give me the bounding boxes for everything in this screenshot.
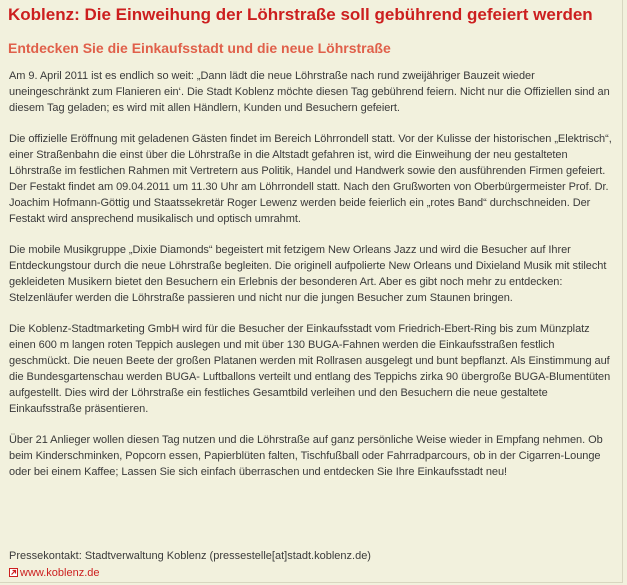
arrow-up-right-icon [9, 568, 18, 577]
article-paragraph-4: Die Koblenz-Stadtmarketing GmbH wird für die Besucher der Einkaufsstadt vom Friedrich-Ebert-Ring bis zum Münzplatz einen 600 m langen roten Teppich auslegen und mit über 130 BUGA-Fahnen werden die Einkaufsstraßen festlich geschmückt. Die neuen Beete der großen Platanen werden mit Rollrasen ausgelegt und bunt bepflanzt. Als Einstimmung auf die Bundesgartenschau werden BUGA- Luftballons verteilt und entlang des Teppichs zirka 90 übergroße BUGA-Blumentüten aufgestellt. Dies wird der Löhrstraße ein festliches Gesamtbild verleihen und den Besuchern die neue gestaltete Einkaufsstraße präsentieren. [9, 323, 611, 415]
article-headline: Koblenz: Die Einweihung der Löhrstraße soll gebührend gefeiert werden [8, 5, 593, 24]
press-contact: Pressekontakt: Stadtverwaltung Koblenz (pressestelle[at]stadt.koblenz.de) [9, 550, 371, 562]
website-link-row [9, 566, 100, 580]
article-paragraph-3: Die mobile Musikgruppe „Dixie Diamonds“ begeistert mit fetzigem New Orleans Jazz und wird die Besucher auf Ihrer Entdeckungstour durch die neue Löhrstraße begleiten. Die originell aufpolierte New Orleans und Dixieland Musik mit stilecht gekleideten Musikern bietet den Besuchern ein Erlebnis der besonderen Art. Aber es gibt noch mehr zu entdecken: Stelzenläufer werden die Löhrstraße passieren und nicht nur die jungen Besucher zum Staunen bringen. [9, 244, 607, 304]
article-body [9, 68, 615, 495]
article-paragraph-2: Die offizielle Eröffnung mit geladenen Gästen findet im Bereich Löhrrondell statt. Vor der Kulisse der historischen „Elektrisch“, einer Straßenbahn die einst über die Löhrstraße in die Altstadt gefahren ist, wird die Einweihung der neu gestalteten Löhrstraße im festlichen Rahmen mit Vertretern aus Politik, Handel und Handwerk sowie den ausführenden Firmen gefeiert. Der Festakt findet am 09.04.2011 um 11.30 Uhr am Löhrrondell statt. Nach den Grußworten von Oberbürgermeister Prof. Dr. Joachim Hofmann-Göttig und Staatssekretär Roger Lewenz werden beide feierlich ein „rotes Band“ durchschneiden. Der Festakt wird ansprechend musikalisch und optisch umrahmt. [9, 133, 612, 225]
article-paragraph-1: Am 9. April 2011 ist es endlich so weit: „Dann lädt die neue Löhrstraße nach rund zweijähriger Bauzeit wieder uneingeschränkt zum Flanieren ein‘. Die Stadt Koblenz möchte diesen Tag gebührend feiern. Nicht nur die Offiziellen sind an diesem Tag geladen; es wird mit allen Händlern, Kunden und Besuchern gefeiert. [9, 70, 610, 114]
website-link[interactable]: www.koblenz.de [20, 567, 100, 579]
article-paragraph-5: Über 21 Anlieger wollen diesen Tag nutzen und die Löhrstraße auf ganz persönliche Weise wieder in Empfang nehmen. Ob beim Kinderschminken, Popcorn essen, Papierblüten falten, Tischfußball oder Fahrradparcours, ob in der Cigarren-Lounge oder bei einem Kaffee; Lassen Sie sich einfach überraschen und entdecken Sie Ihre Einkaufsstadt neu! [9, 434, 603, 478]
article-subheadline: Entdecken Sie die Einkaufsstadt und die neue Löhrstraße [8, 40, 391, 56]
